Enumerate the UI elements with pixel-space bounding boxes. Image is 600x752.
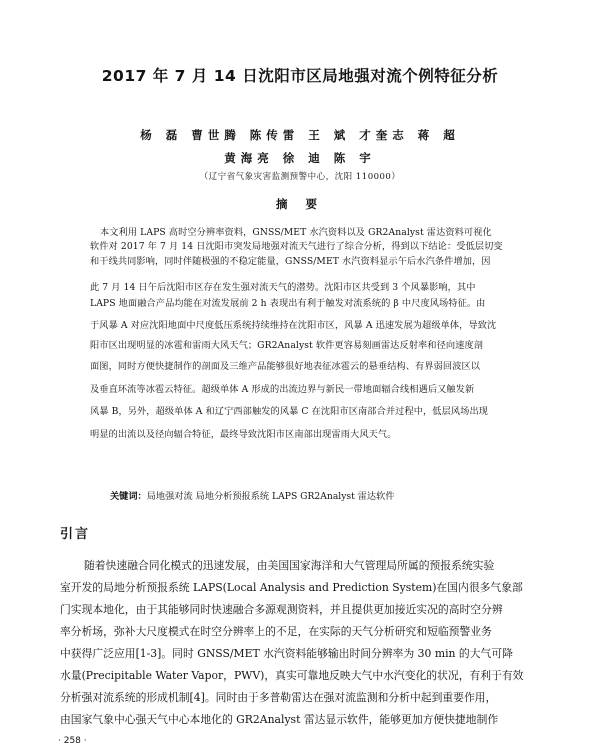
paper-title: 2017 年 7 月 14 日沈阳市区局地强对流个例特征分析 <box>101 67 499 85</box>
abstract-line: 面图，同时方便快捷制作的剖面及三维产品能够很好地表征冰雹云的悬垂结构、有界弱回波区以 <box>90 361 481 372</box>
affiliation: （辽宁省气象灾害监测预警中心，沈阳 110000） <box>199 172 401 182</box>
body-line: 分析强对流系统的形成机制[4]。同时由于多普勒雷达在强对流监测和分析中起到重要作用， <box>60 691 497 704</box>
abstract-line: 软件对 2017 年 7 月 14 日沈阳市突发局地强对流天气进行了综合分析，得到以下结论：受低层切变 <box>90 241 503 252</box>
abstract-line: 明显的出流以及径向辐合特征，最终导致沈阳市区南部出现雷雨大风天气。 <box>90 429 397 440</box>
section-title-introduction: 引言 <box>60 527 91 542</box>
keywords-text: 局地强对流 局地分析预报系统 LAPS GR2Analyst 雷达软件 <box>146 491 395 502</box>
body-line: 中获得广泛应用[1-3]。同时 GNSS/MET 水汽资料能够输出时间分辨率为 30 min 的大气可降 <box>60 647 513 660</box>
authors-line-2: 黄海亮 徐 迪 陈 宇 <box>224 151 376 165</box>
page-number: · 258 · <box>58 736 87 746</box>
body-line: 水量(Precipitable Water Vapor，PWV)，真实可靠地反映大气中水汽变化的状况，有利于有效 <box>60 669 524 682</box>
abstract-line: 本文利用 LAPS 高时空分辨率资料，GNSS/MET 水汽资料以及 GR2Analyst 雷达资料可视化 <box>100 227 492 238</box>
body-line: 率分析场，弥补大尺度模式在时空分辨率上的不足，在实际的天气分析研究和短临预警业务 <box>60 625 492 638</box>
abstract-line: 阳市区出现明显的冰雹和雷雨大风天气；GR2Analyst 软件更容易刻画雷达反射率和径向速度剖 <box>90 340 484 351</box>
keywords-label: 关键词： <box>110 491 147 502</box>
body-line: 室开发的局地分析预报系统 LAPS(Local Analysis and Prediction System)在国内很多气象部 <box>60 581 523 594</box>
abstract-line: 和干线共同影响，同时伴随极强的不稳定能量，GNSS/MET 水汽资料显示午后水汽条件增加，因 <box>90 256 491 267</box>
abstract-heading: 摘 要 <box>275 197 324 211</box>
authors-line-1: 杨 磊 曹世腾 陈传雷 王 斌 才奎志 蒋 超 <box>140 128 460 142</box>
abstract-line: 风暴 B，另外，超级单体 A 和辽宁西部触发的风暴 C 在沈阳市区南部合并过程中，低层风场出现 <box>90 406 489 417</box>
abstract-line: 于风暴 A 对应沈阳地面中尺度低压系统持续维持在沈阳市区，风暴 A 迅速发展为超级单体，导致沈 <box>90 320 497 331</box>
keywords <box>110 490 530 504</box>
abstract-line: LAPS 地面融合产品均能在对流发展前 2 h 表现出有利于触发对流系统的 β 中尺度风场特征。由 <box>90 298 486 309</box>
body-line: 门实现本地化，由于其能够同时快速融合多源观测资料，并且提供更加接近实况的高时空分辨 <box>60 603 503 616</box>
body-line: 随着快速融合同化模式的迅速发展，由美国国家海洋和大气管理局所属的预报系统实验 <box>84 559 495 572</box>
abstract-line: 此 7 月 14 日午后沈阳市区存在发生强对流天气的潜势。沈阳市区共受到 3 个风暴影响，其中 <box>90 282 476 293</box>
body-line: 由国家气象中心强天气中心本地化的 GR2Analyst 雷达显示软件，能够更加方便快捷地制作 <box>60 713 499 726</box>
abstract-line: 及垂直环流等冰雹云特征。超级单体 A 形成的出流边界与新民一带地面辐合线相遇后又触发新 <box>90 384 475 395</box>
